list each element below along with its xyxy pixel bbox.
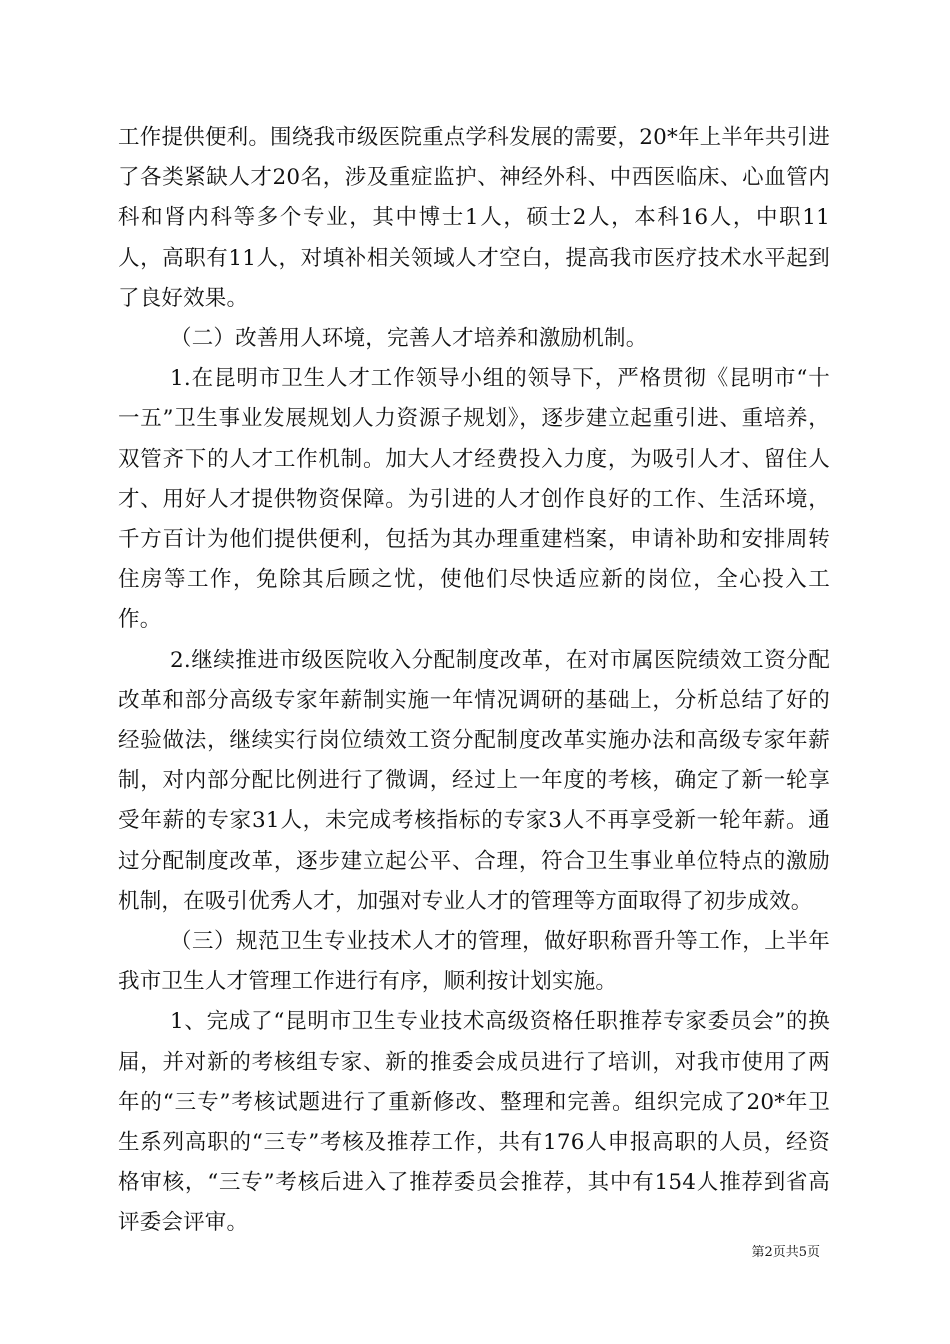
document-body [118, 118, 830, 1244]
page-number-footer: 第2页共5页 [751, 1245, 820, 1260]
paragraph-item-2: 2.继续推进市级医院收入分配制度改革，在对市属医院绩效工资分配改革和部分高级专家年薪制实施一年情况调研的基础上，分析总结了好的经验做法，继续实行岗位绩效工资分配制度改革实施办法和高级专家年薪制，对内部分配比例进行了微调，经过上一年度的考核，确定了新一轮享受年薪的专家31人，未完成考核指标的专家3人不再享受新一轮年薪。通过分配制度改革，逐步建立起公平、合理，符合卫生事业单位特点的激励机制，在吸引优秀人才，加强对专业人才的管理等方面取得了初步成效。 [118, 647, 830, 914]
section-heading-2: （二）改善用人环境，完善人才培养和激励机制。 [170, 326, 648, 352]
paragraph-item-1: 1.在昆明市卫生人才工作领导小组的领导下，严格贯彻《昆明市“十一五”卫生事业发展规划人力资源子规划》，逐步建立起重引进、重培养，双管齐下的人才工作机制。加大人才经费投入力度，为吸引人才、留住人才、用好人才提供物资保障。为引进的人才创作良好的工作、生活环境，千方百计为他们提供便利，包括为其办理重建档案，申请补助和安排周转住房等工作，免除其后顾之忧，使他们尽快适应新的岗位，全心投入工作。 [118, 366, 830, 633]
paragraph-item-3-1: 1、完成了“昆明市卫生专业技术高级资格任职推荐专家委员会”的换届，并对新的考核组专家、新的推委会成员进行了培训，对我市使用了两年的“三专”考核试题进行了重新修改、整理和完善。组织完成了20*年卫生系列高职的“三专”考核及推荐工作，共有176人申报高职的人员，经资格审核，“三专”考核后进入了推荐委员会推荐，其中有154人推荐到省高评委会评审。 [118, 1009, 830, 1236]
paragraph-continuation: 工作提供便利。围绕我市级医院重点学科发展的需要，20*年上半年共引进了各类紧缺人才20名，涉及重症监护、神经外科、中西医临床、心血管内科和肾内科等多个专业，其中博士1人，硕士2人，本科16人，中职11人，高职有11人，对填补相关领域人才空白，提高我市医疗技术水平起到了良好效果。 [118, 125, 830, 311]
section-heading-3: （三）规范卫生专业技术人才的管理，做好职称晋升等工作，上半年我市卫生人才管理工作进行有序，顺利按计划实施。 [118, 929, 830, 995]
